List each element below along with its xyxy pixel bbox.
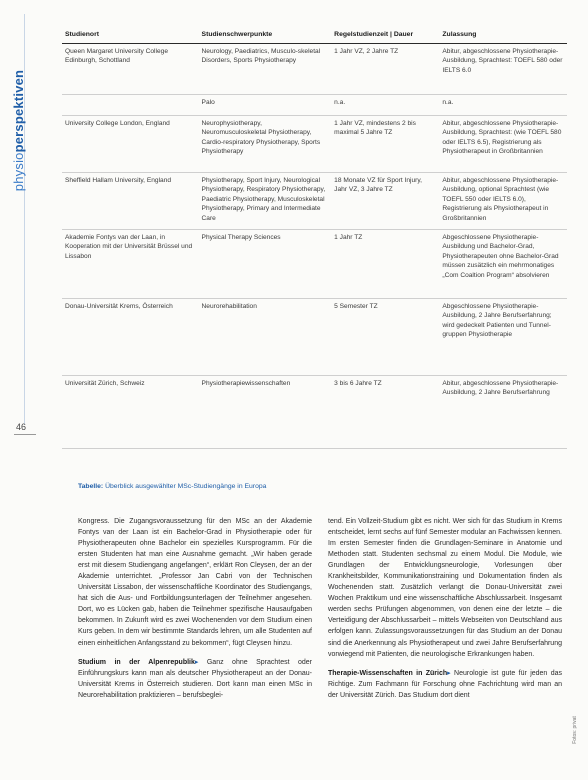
cell-studienort: Sheffield Hallam University, England (62, 172, 199, 229)
subheading: Therapie-Wissenschaften in Zürich (328, 669, 448, 677)
paragraph-text: Ganz ohne Sprachtest oder Einführungskurs kann man als deutscher Physiotherapeut an der Donau-Universität Krems in Österreich studieren. Dort kann man einen MSc in Neurorehabilitation praktizieren – berufsbeglei- (78, 658, 312, 699)
cell-dauer: 3 bis 6 Jahre TZ (331, 375, 439, 448)
table-row (62, 94, 567, 115)
header-schwerpunkte: Studienschwerpunkte (199, 30, 332, 43)
caption-text: Überblick ausgewählter MSc-Studiengänge in Europa (103, 483, 267, 490)
cell-dauer: n.a. (331, 94, 439, 115)
arrow-icon: ▸ (447, 669, 451, 677)
cell-studienort: Akademie Fontys van der Laan, in Kooperation mit der Universität Brüssel und Lissabon (62, 229, 199, 298)
cell-zulassung: Abgeschlossene Physiotherapie-Ausbildung und Bachelor-Grad, Physiotherapeuten ohne Bachelor-Grad müssen zusätzlich ein mehrmonatiges „Com Coaltion Program“ absolvieren (439, 229, 567, 298)
photo-credit-text: Fotos: privat (572, 716, 579, 744)
cell-studienort: Donau-Universität Krems, Österreich (62, 298, 199, 375)
cell-schwerpunkte: Neurophysiotherapy, Neuromusculoskeletal Physiotherapy, Cardio-respiratory Physiotherapy, Sports Physiotherapy (199, 115, 332, 172)
cell-schwerpunkte: Neurorehabilitation (199, 298, 332, 375)
paragraph (328, 668, 562, 701)
table-row (62, 115, 567, 172)
cell-zulassung: Abgeschlossene Physiotherapie-Ausbildung, 2 Jahre Berufserfahrung; wird gedeckelt Patienten und Tunnel-gruppen Physiotherapie (439, 298, 567, 375)
paragraph (78, 516, 312, 649)
header-zulassung: Zulassung (439, 30, 567, 43)
table-row (62, 43, 567, 94)
cell-studienort: Queen Margaret University College Edinburgh, Schottland (62, 43, 199, 94)
cell-dauer: 1 Jahr VZ, 2 Jahre TZ (331, 43, 439, 94)
cell-zulassung: n.a. (439, 94, 567, 115)
header-dauer: Regelstudienzeit | Dauer (331, 30, 439, 43)
cell-schwerpunkte: Physiotherapiewissenschaften (199, 375, 332, 448)
table-caption (78, 483, 266, 490)
cell-dauer: 5 Semester TZ (331, 298, 439, 375)
cell-zulassung: Abitur, abgeschlossene Physiotherapie-Ausbildung, 2 Jahre Berufserfahrung (439, 375, 567, 448)
table-row (62, 172, 567, 229)
subheading: Studium in der Alpenrepublik (78, 658, 195, 666)
photo-credit (570, 700, 580, 760)
cell-zulassung: Abitur, abgeschlossene Physiotherapie-Ausbildung, Sprachtest: (wie TOEFL 580 oder IELTS 6.5), Registrierung als Physiotherapeut in Großbritannien (439, 115, 567, 172)
cell-schwerpunkte: Palo (199, 94, 332, 115)
cell-studienort (62, 94, 199, 115)
table-row (62, 298, 567, 375)
paragraph-text: tend. Ein Vollzeit-Studium gibt es nicht. Wer sich für das Studium in Krems entscheidet, lernt sechs auf fünf Semester modular an Fachwissen kennen. Im ersten Semester finden die Grundlagen-Seminare in Anatomie und Methoden statt. Studenten sechsmal zu einem Modul. Die Module, wie Grundlagen der Entwicklungsneurologie, Vorlesungen über Krankheitsbilder, Kommunikationstraining und Dokumentation finden als Wochenenden statt. Zusätzlich verlangt die Donau-Universität zwei Wochen Praktikum und eine wissenschaftliche Abschlussarbeit. Insgesamt werden sechs Prüfungen abgenommen, von denen eine der letzte – die Verteidigung der Abschlussarbeit – mittels Webseiten von Deutschland aus erfolgen kann. Zulassungsvoraussetzungen für das Studium an der Donau sind die Anerkennung als Physiotherapeut und zwei Jahre Berufserfahrung vorwiegend mit Patienten, die neurologische Erkrankungen haben. (328, 518, 562, 658)
caption-label: Tabelle: (78, 483, 104, 490)
body-column-left (78, 516, 312, 709)
cell-schwerpunkte: Physical Therapy Sciences (199, 229, 332, 298)
cell-zulassung: Abitur, abgeschlossene Physiotherapie-Ausbildung, Sprachtest: TOEFL 580 oder IELTS 6.0 (439, 43, 567, 94)
cell-dauer: 18 Monate VZ für Sport Injury, Jahr VZ, 3 Jahre TZ (331, 172, 439, 229)
table-row (62, 375, 567, 448)
paragraph-text: Neurologie ist gute für jeden das Richtige. Zum Fachmann für Forschung ohne Fachrichtung wird man an der Universität Zürich. Das Studium dort dient (328, 669, 562, 699)
arrow-icon: ▸ (194, 658, 199, 666)
section-tab-light: physio (11, 151, 27, 191)
table-header-row (62, 30, 567, 43)
paragraph (78, 657, 312, 701)
cell-schwerpunkte: Physiotherapy, Sport Injury, Neurological Physiotherapy, Respiratory Physiotherapy, Paediatric Physiotherapy, Musculoskeletal Physiotherapy, Primary and Intermediate Care (199, 172, 332, 229)
cell-schwerpunkte: Neurology, Paediatrics, Musculo-skeletal Disorders, Sports Physiotherapy (199, 43, 332, 94)
page-number-rule (14, 434, 36, 435)
section-tab (10, 70, 28, 190)
cell-studienort: Universität Zürich, Schweiz (62, 375, 199, 448)
paragraph-text: Kongress. Die Zugangsvoraussetzung für den MSc an der Akademie Fontys van der Laan ist ein Bachelor-Grad in Physiotherapie oder für Physiotherapeuten ohne Bachelor ein spezielles Kursprogramm. Für die ersten Studenten hat man eine Ausnahme gemacht. „Wir haben gerade erst mit diesem Studiengang angefangen“, erklärt Ron Cleysen, der an der Akademie unterrichtet. „Professor Jan Cabri von der Technischen Universität Lissabon, der wissenschaftliche Koordinator des Studiengangs, hat sich die Aus- und Fortbildungsunterlagen der Teilnehmer angesehen. Dort, wo es Lücken gab, haben die Teilnehmer spezifische Hausaufgaben bekommen. In Zukunft wird es zwei Wochenenden vor dem Studium einen Kurs geben. In dem wir bestimmte Standards lehren, um alle Studenten auf einen einheitlichen Anfangsstand zu bekommen“, fügt Cleysen hinzu. (78, 518, 312, 647)
cell-dauer: 1 Jahr TZ (331, 229, 439, 298)
header-studienort: Studienort (62, 30, 199, 43)
paragraph (328, 516, 562, 660)
cell-dauer: 1 Jahr VZ, mindestens 2 bis maximal 5 Jahre TZ (331, 115, 439, 172)
study-table-container (62, 30, 567, 449)
table-row (62, 229, 567, 298)
cell-zulassung: Abitur, abgeschlossene Physiotherapie-Ausbildung, optional Sprachtest (wie TOEFL 550 oder IELTS 6.0), Registrierung als Physiotherapeut in Großbritannien (439, 172, 567, 229)
study-table (62, 30, 567, 449)
section-tab-strong: perspektiven (11, 69, 27, 152)
page-number: 46 (16, 422, 27, 432)
cell-studienort: University College London, England (62, 115, 199, 172)
body-column-right (328, 516, 562, 709)
